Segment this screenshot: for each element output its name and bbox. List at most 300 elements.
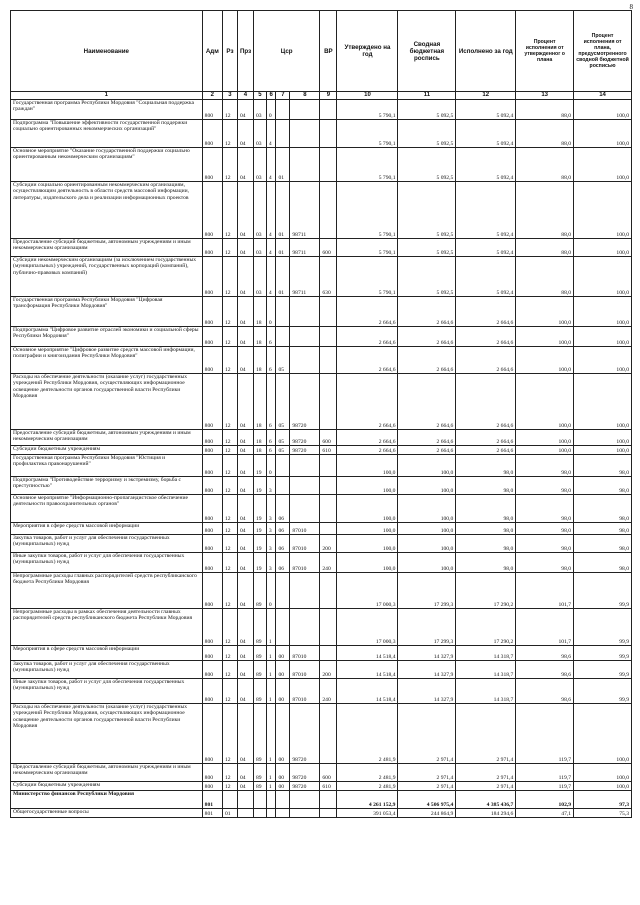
row-csr-program: 03 — [254, 148, 267, 182]
row-approved: 2 481,9 — [337, 764, 398, 782]
row-executed: 98,0 — [456, 477, 516, 495]
row-csr-direction: 87010 — [290, 553, 320, 573]
row-csr-program: 89 — [254, 764, 267, 782]
row-approved: 100,0 — [337, 455, 398, 477]
row-csr-event — [276, 455, 290, 477]
row-csr-event: 00 — [276, 679, 290, 704]
row-adm: 800 — [202, 148, 222, 182]
row-executed: 98,0 — [456, 553, 516, 573]
row-name: Предоставление субсидий бюджетным, автономным учреждениям и иным некоммерческим организациям — [11, 430, 203, 446]
row-pct-summary: 99,9 — [574, 609, 632, 646]
row-csr-event: 01 — [276, 182, 290, 239]
row-name: Государственная программа Республики Мордовия "Юстиция и профилактика правонарушений" — [11, 455, 203, 477]
row-approved: 17 000,3 — [337, 573, 398, 609]
table-row — [11, 446, 632, 455]
row-prz: 04 — [237, 782, 253, 791]
row-approved: 391 053,4 — [337, 809, 398, 818]
row-pct-summary: 100,0 — [574, 704, 632, 764]
row-approved: 4 261 152,9 — [337, 791, 398, 809]
row-csr-event — [276, 791, 290, 809]
row-csr-event: 05 — [276, 446, 290, 455]
row-summary-list: 5 092,5 — [398, 100, 456, 120]
row-csr-program: 03 — [254, 257, 267, 297]
row-adm: 800 — [202, 100, 222, 120]
row-pct-approved: 102,9 — [516, 791, 574, 809]
row-name: Закупка товаров, работ и услуг для обеспечения государственных (муниципальных) нужд — [11, 535, 203, 553]
row-vr — [320, 182, 337, 239]
column-number: 7 — [276, 92, 290, 100]
row-vr: 610 — [320, 782, 337, 791]
table-row — [11, 679, 632, 704]
row-adm: 800 — [202, 347, 222, 374]
row-approved: 100,0 — [337, 477, 398, 495]
row-pct-summary: 98,0 — [574, 553, 632, 573]
row-rz: 12 — [222, 347, 237, 374]
table-row — [11, 239, 632, 257]
row-csr-direction — [290, 347, 320, 374]
table-row — [11, 100, 632, 120]
row-csr-subprogram: 1 — [266, 704, 276, 764]
row-approved: 14 518,4 — [337, 646, 398, 661]
row-csr-program: 89 — [254, 679, 267, 704]
row-adm: 800 — [202, 257, 222, 297]
row-csr-program: 19 — [254, 495, 267, 523]
row-adm: 800 — [202, 327, 222, 347]
row-prz: 04 — [237, 477, 253, 495]
row-adm: 800 — [202, 182, 222, 239]
row-pct-approved: 98,0 — [516, 477, 574, 495]
row-approved: 2 664,6 — [337, 297, 398, 327]
row-prz: 04 — [237, 553, 253, 573]
row-pct-approved: 98,0 — [516, 523, 574, 535]
column-number: 12 — [456, 92, 516, 100]
table-row — [11, 646, 632, 661]
row-executed: 184 294,6 — [456, 809, 516, 818]
row-adm: 800 — [202, 609, 222, 646]
row-adm: 800 — [202, 120, 222, 148]
row-csr-program: 18 — [254, 430, 267, 446]
row-adm: 800 — [202, 646, 222, 661]
row-prz: 04 — [237, 495, 253, 523]
row-csr-subprogram: 6 — [266, 347, 276, 374]
row-adm: 800 — [202, 764, 222, 782]
row-csr-event: 00 — [276, 764, 290, 782]
row-rz: 12 — [222, 182, 237, 239]
row-vr: 200 — [320, 661, 337, 679]
row-name: Подпрограмма "Повышение эффективности государственной поддержки социально ориентированных некоммерческих организаций" — [11, 120, 203, 148]
row-pct-summary: 99,9 — [574, 679, 632, 704]
header-rz: Рз — [222, 11, 237, 92]
row-prz: 04 — [237, 535, 253, 553]
row-summary-list: 14 327,9 — [398, 646, 456, 661]
row-csr-event: 01 — [276, 239, 290, 257]
row-executed: 2 664,6 — [456, 347, 516, 374]
row-prz: 04 — [237, 347, 253, 374]
row-executed: 2 971,4 — [456, 704, 516, 764]
table-row — [11, 523, 632, 535]
row-name: Субсидии бюджетным учреждениям — [11, 782, 203, 791]
row-vr: 600 — [320, 764, 337, 782]
row-summary-list: 100,0 — [398, 495, 456, 523]
row-csr-event — [276, 609, 290, 646]
row-rz: 12 — [222, 661, 237, 679]
row-csr-event — [276, 809, 290, 818]
row-approved: 14 518,4 — [337, 661, 398, 679]
row-name: Субсидии некоммерческим организациям (за исключением государственных (муниципальных) учреждений, государственных корпораций (компаний), публично-правовых компаний) — [11, 257, 203, 297]
header-vr: ВР — [320, 11, 337, 92]
header-executed: Исполнено за год — [456, 11, 516, 92]
row-approved: 2 481,9 — [337, 782, 398, 791]
row-vr — [320, 646, 337, 661]
row-vr — [320, 809, 337, 818]
row-pct-summary: 100,0 — [574, 327, 632, 347]
row-vr — [320, 100, 337, 120]
row-vr: 240 — [320, 679, 337, 704]
column-number: 10 — [337, 92, 398, 100]
row-csr-subprogram: 6 — [266, 446, 276, 455]
header-prz: Прз — [237, 11, 253, 92]
row-csr-subprogram: 4 — [266, 148, 276, 182]
row-prz: 04 — [237, 523, 253, 535]
budget-execution-table — [10, 10, 632, 818]
row-name: Иные закупки товаров, работ и услуг для обеспечения государственных (муниципальных) нужд — [11, 679, 203, 704]
row-pct-approved: 100,0 — [516, 430, 574, 446]
row-csr-event — [276, 297, 290, 327]
column-number: 14 — [574, 92, 632, 100]
row-prz: 04 — [237, 609, 253, 646]
column-number: 4 — [237, 92, 253, 100]
row-prz: 04 — [237, 430, 253, 446]
row-csr-direction — [290, 100, 320, 120]
row-rz: 12 — [222, 374, 237, 430]
row-csr-event: 06 — [276, 535, 290, 553]
row-prz: 04 — [237, 297, 253, 327]
row-csr-subprogram: 4 — [266, 239, 276, 257]
row-prz — [237, 791, 253, 809]
row-prz: 04 — [237, 646, 253, 661]
row-vr — [320, 495, 337, 523]
row-executed: 2 664,6 — [456, 327, 516, 347]
table-row — [11, 120, 632, 148]
row-prz: 04 — [237, 257, 253, 297]
row-adm: 800 — [202, 573, 222, 609]
table-row — [11, 430, 632, 446]
row-summary-list: 14 327,9 — [398, 679, 456, 704]
row-pct-summary: 100,0 — [574, 100, 632, 120]
row-pct-approved: 100,0 — [516, 374, 574, 430]
row-summary-list: 5 092,5 — [398, 148, 456, 182]
row-prz: 04 — [237, 100, 253, 120]
row-executed: 2 664,6 — [456, 430, 516, 446]
row-summary-list: 5 092,5 — [398, 239, 456, 257]
table-row — [11, 661, 632, 679]
row-adm: 800 — [202, 553, 222, 573]
row-csr-event: 06 — [276, 523, 290, 535]
row-executed: 14 318,7 — [456, 679, 516, 704]
row-approved: 2 664,6 — [337, 347, 398, 374]
row-pct-summary: 99,9 — [574, 661, 632, 679]
row-pct-approved: 100,0 — [516, 327, 574, 347]
row-executed: 17 290,2 — [456, 573, 516, 609]
row-adm: 800 — [202, 455, 222, 477]
row-pct-summary: 100,0 — [574, 430, 632, 446]
row-prz: 04 — [237, 148, 253, 182]
row-prz: 04 — [237, 374, 253, 430]
row-vr — [320, 327, 337, 347]
row-rz: 12 — [222, 455, 237, 477]
row-prz: 04 — [237, 239, 253, 257]
row-pct-summary: 98,0 — [574, 523, 632, 535]
row-adm: 800 — [202, 782, 222, 791]
row-approved: 5 790,1 — [337, 120, 398, 148]
row-rz: 12 — [222, 148, 237, 182]
row-csr-direction: 98720 — [290, 782, 320, 791]
row-executed: 4 385 436,7 — [456, 791, 516, 809]
row-csr-direction: 87010 — [290, 679, 320, 704]
table-row — [11, 297, 632, 327]
row-name: Государственная программа Республики Мордовия "Цифровая трансформация Республики Мордовия" — [11, 297, 203, 327]
row-rz: 12 — [222, 704, 237, 764]
row-prz: 04 — [237, 573, 253, 609]
row-csr-direction — [290, 791, 320, 809]
table-row — [11, 347, 632, 374]
row-csr-direction: 98720 — [290, 374, 320, 430]
row-csr-subprogram: 6 — [266, 430, 276, 446]
row-csr-subprogram: 3 — [266, 553, 276, 573]
row-vr — [320, 704, 337, 764]
row-pct-approved: 98,6 — [516, 679, 574, 704]
row-executed: 2 664,6 — [456, 374, 516, 430]
row-pct-approved: 88,0 — [516, 100, 574, 120]
table-row — [11, 553, 632, 573]
row-csr-subprogram: 4 — [266, 182, 276, 239]
column-number: 13 — [516, 92, 574, 100]
row-summary-list: 100,0 — [398, 535, 456, 553]
column-number: 6 — [266, 92, 276, 100]
row-executed: 5 092,4 — [456, 100, 516, 120]
row-csr-subprogram: 1 — [266, 609, 276, 646]
table-row — [11, 257, 632, 297]
row-vr — [320, 297, 337, 327]
row-name: Субсидии бюджетным учреждениям — [11, 446, 203, 455]
row-pct-approved: 98,0 — [516, 535, 574, 553]
row-name: Непрограммные расходы главных распорядителей средств республиканского бюджета Республики Мордовия — [11, 573, 203, 609]
row-executed: 98,0 — [456, 455, 516, 477]
row-summary-list: 2 664,6 — [398, 297, 456, 327]
row-vr — [320, 148, 337, 182]
row-approved: 2 664,6 — [337, 374, 398, 430]
row-pct-approved: 88,0 — [516, 182, 574, 239]
row-adm: 800 — [202, 679, 222, 704]
row-approved: 100,0 — [337, 535, 398, 553]
table-row — [11, 455, 632, 477]
row-name: Основное мероприятие "Информационно-пропагандистское обеспечение деятельности правоохранительных органов" — [11, 495, 203, 523]
row-rz: 12 — [222, 239, 237, 257]
row-csr-direction — [290, 327, 320, 347]
row-csr-program: 89 — [254, 573, 267, 609]
row-rz: 12 — [222, 764, 237, 782]
row-csr-event: 06 — [276, 553, 290, 573]
row-csr-direction: 98720 — [290, 764, 320, 782]
row-approved: 100,0 — [337, 495, 398, 523]
column-number: 3 — [222, 92, 237, 100]
table-row — [11, 782, 632, 791]
row-csr-program: 03 — [254, 120, 267, 148]
row-pct-approved: 88,0 — [516, 257, 574, 297]
row-csr-program: 03 — [254, 239, 267, 257]
header-csr: Цср — [254, 11, 320, 92]
row-csr-subprogram: 3 — [266, 523, 276, 535]
row-vr: 610 — [320, 446, 337, 455]
row-rz: 12 — [222, 679, 237, 704]
row-prz: 04 — [237, 704, 253, 764]
row-summary-list: 2 664,6 — [398, 327, 456, 347]
row-vr — [320, 455, 337, 477]
row-pct-approved: 100,0 — [516, 446, 574, 455]
row-csr-program: 89 — [254, 704, 267, 764]
row-pct-summary: 100,0 — [574, 120, 632, 148]
row-prz: 04 — [237, 446, 253, 455]
row-summary-list: 2 664,6 — [398, 430, 456, 446]
column-number: 5 — [254, 92, 267, 100]
row-adm: 800 — [202, 446, 222, 455]
row-adm: 800 — [202, 704, 222, 764]
row-adm: 800 — [202, 430, 222, 446]
row-csr-subprogram: 1 — [266, 782, 276, 791]
row-csr-direction: 98720 — [290, 446, 320, 455]
row-summary-list: 17 299,3 — [398, 609, 456, 646]
row-csr-program: 18 — [254, 297, 267, 327]
row-summary-list: 14 327,9 — [398, 661, 456, 679]
row-vr — [320, 523, 337, 535]
row-csr-program: 18 — [254, 374, 267, 430]
row-approved: 14 518,4 — [337, 679, 398, 704]
row-csr-subprogram: 3 — [266, 495, 276, 523]
row-rz: 12 — [222, 100, 237, 120]
header-adm: Адм — [202, 11, 222, 92]
row-csr-program: 18 — [254, 327, 267, 347]
row-csr-program — [254, 791, 267, 809]
row-approved: 5 790,1 — [337, 182, 398, 239]
row-executed: 5 092,4 — [456, 148, 516, 182]
row-approved: 2 664,6 — [337, 327, 398, 347]
row-csr-subprogram: 0 — [266, 100, 276, 120]
row-csr-program: 19 — [254, 553, 267, 573]
row-csr-program: 19 — [254, 535, 267, 553]
row-pct-approved: 119,7 — [516, 782, 574, 791]
table-row — [11, 374, 632, 430]
row-pct-summary: 97,3 — [574, 791, 632, 809]
row-csr-event: 05 — [276, 430, 290, 446]
row-csr-subprogram: 1 — [266, 764, 276, 782]
row-csr-event: 00 — [276, 646, 290, 661]
row-adm: 800 — [202, 374, 222, 430]
row-adm: 800 — [202, 239, 222, 257]
row-pct-approved: 88,0 — [516, 148, 574, 182]
row-vr — [320, 477, 337, 495]
row-pct-summary: 100,0 — [574, 297, 632, 327]
row-summary-list: 2 664,6 — [398, 347, 456, 374]
row-pct-summary: 100,0 — [574, 347, 632, 374]
row-csr-program — [254, 809, 267, 818]
row-rz: 12 — [222, 782, 237, 791]
table-row — [11, 535, 632, 553]
row-pct-approved: 100,0 — [516, 297, 574, 327]
row-adm: 800 — [202, 495, 222, 523]
row-pct-summary: 100,0 — [574, 782, 632, 791]
row-pct-approved: 101,7 — [516, 573, 574, 609]
row-csr-event: 00 — [276, 661, 290, 679]
row-csr-subprogram: 6 — [266, 327, 276, 347]
row-pct-approved: 98,0 — [516, 495, 574, 523]
row-pct-summary: 100,0 — [574, 764, 632, 782]
row-csr-event: 01 — [276, 257, 290, 297]
row-csr-subprogram: 3 — [266, 535, 276, 553]
row-approved: 100,0 — [337, 523, 398, 535]
table-row — [11, 809, 632, 818]
row-summary-list: 244 864,9 — [398, 809, 456, 818]
table-row — [11, 704, 632, 764]
column-number: 9 — [320, 92, 337, 100]
row-csr-subprogram — [266, 791, 276, 809]
row-pct-approved: 47,1 — [516, 809, 574, 818]
row-csr-event: 00 — [276, 704, 290, 764]
row-pct-approved: 101,7 — [516, 609, 574, 646]
header-summary-list: Сводная бюджетная роспись — [398, 11, 456, 92]
table-row — [11, 609, 632, 646]
row-pct-summary: 99,9 — [574, 573, 632, 609]
row-adm: 800 — [202, 523, 222, 535]
row-csr-subprogram: 1 — [266, 661, 276, 679]
row-adm: 800 — [202, 535, 222, 553]
row-csr-subprogram: 0 — [266, 573, 276, 609]
row-approved: 100,0 — [337, 553, 398, 573]
row-csr-program: 19 — [254, 455, 267, 477]
row-summary-list: 100,0 — [398, 455, 456, 477]
row-rz: 12 — [222, 646, 237, 661]
row-csr-event — [276, 477, 290, 495]
table-row — [11, 764, 632, 782]
row-name: Мероприятия в сфере средств массовой информации — [11, 523, 203, 535]
row-prz — [237, 809, 253, 818]
row-pct-approved: 98,6 — [516, 661, 574, 679]
row-summary-list: 100,0 — [398, 553, 456, 573]
row-rz: 12 — [222, 120, 237, 148]
row-vr: 630 — [320, 257, 337, 297]
row-rz: 12 — [222, 523, 237, 535]
row-csr-program: 89 — [254, 782, 267, 791]
row-name: Общегосударственные вопросы — [11, 809, 203, 818]
row-prz: 04 — [237, 182, 253, 239]
row-executed: 5 092,4 — [456, 239, 516, 257]
row-summary-list: 5 092,5 — [398, 120, 456, 148]
row-pct-summary: 100,0 — [574, 446, 632, 455]
row-csr-direction — [290, 609, 320, 646]
row-csr-subprogram: 4 — [266, 120, 276, 148]
row-csr-direction: 87010 — [290, 535, 320, 553]
row-csr-subprogram: 6 — [266, 374, 276, 430]
row-csr-direction: 98711 — [290, 239, 320, 257]
row-csr-subprogram: 4 — [266, 257, 276, 297]
row-adm: 801 — [202, 791, 222, 809]
row-csr-direction: 98711 — [290, 257, 320, 297]
row-pct-approved: 88,0 — [516, 120, 574, 148]
column-number: 11 — [398, 92, 456, 100]
table-row — [11, 182, 632, 239]
row-pct-summary: 100,0 — [574, 182, 632, 239]
row-pct-summary: 100,0 — [574, 374, 632, 430]
row-executed: 14 318,7 — [456, 646, 516, 661]
